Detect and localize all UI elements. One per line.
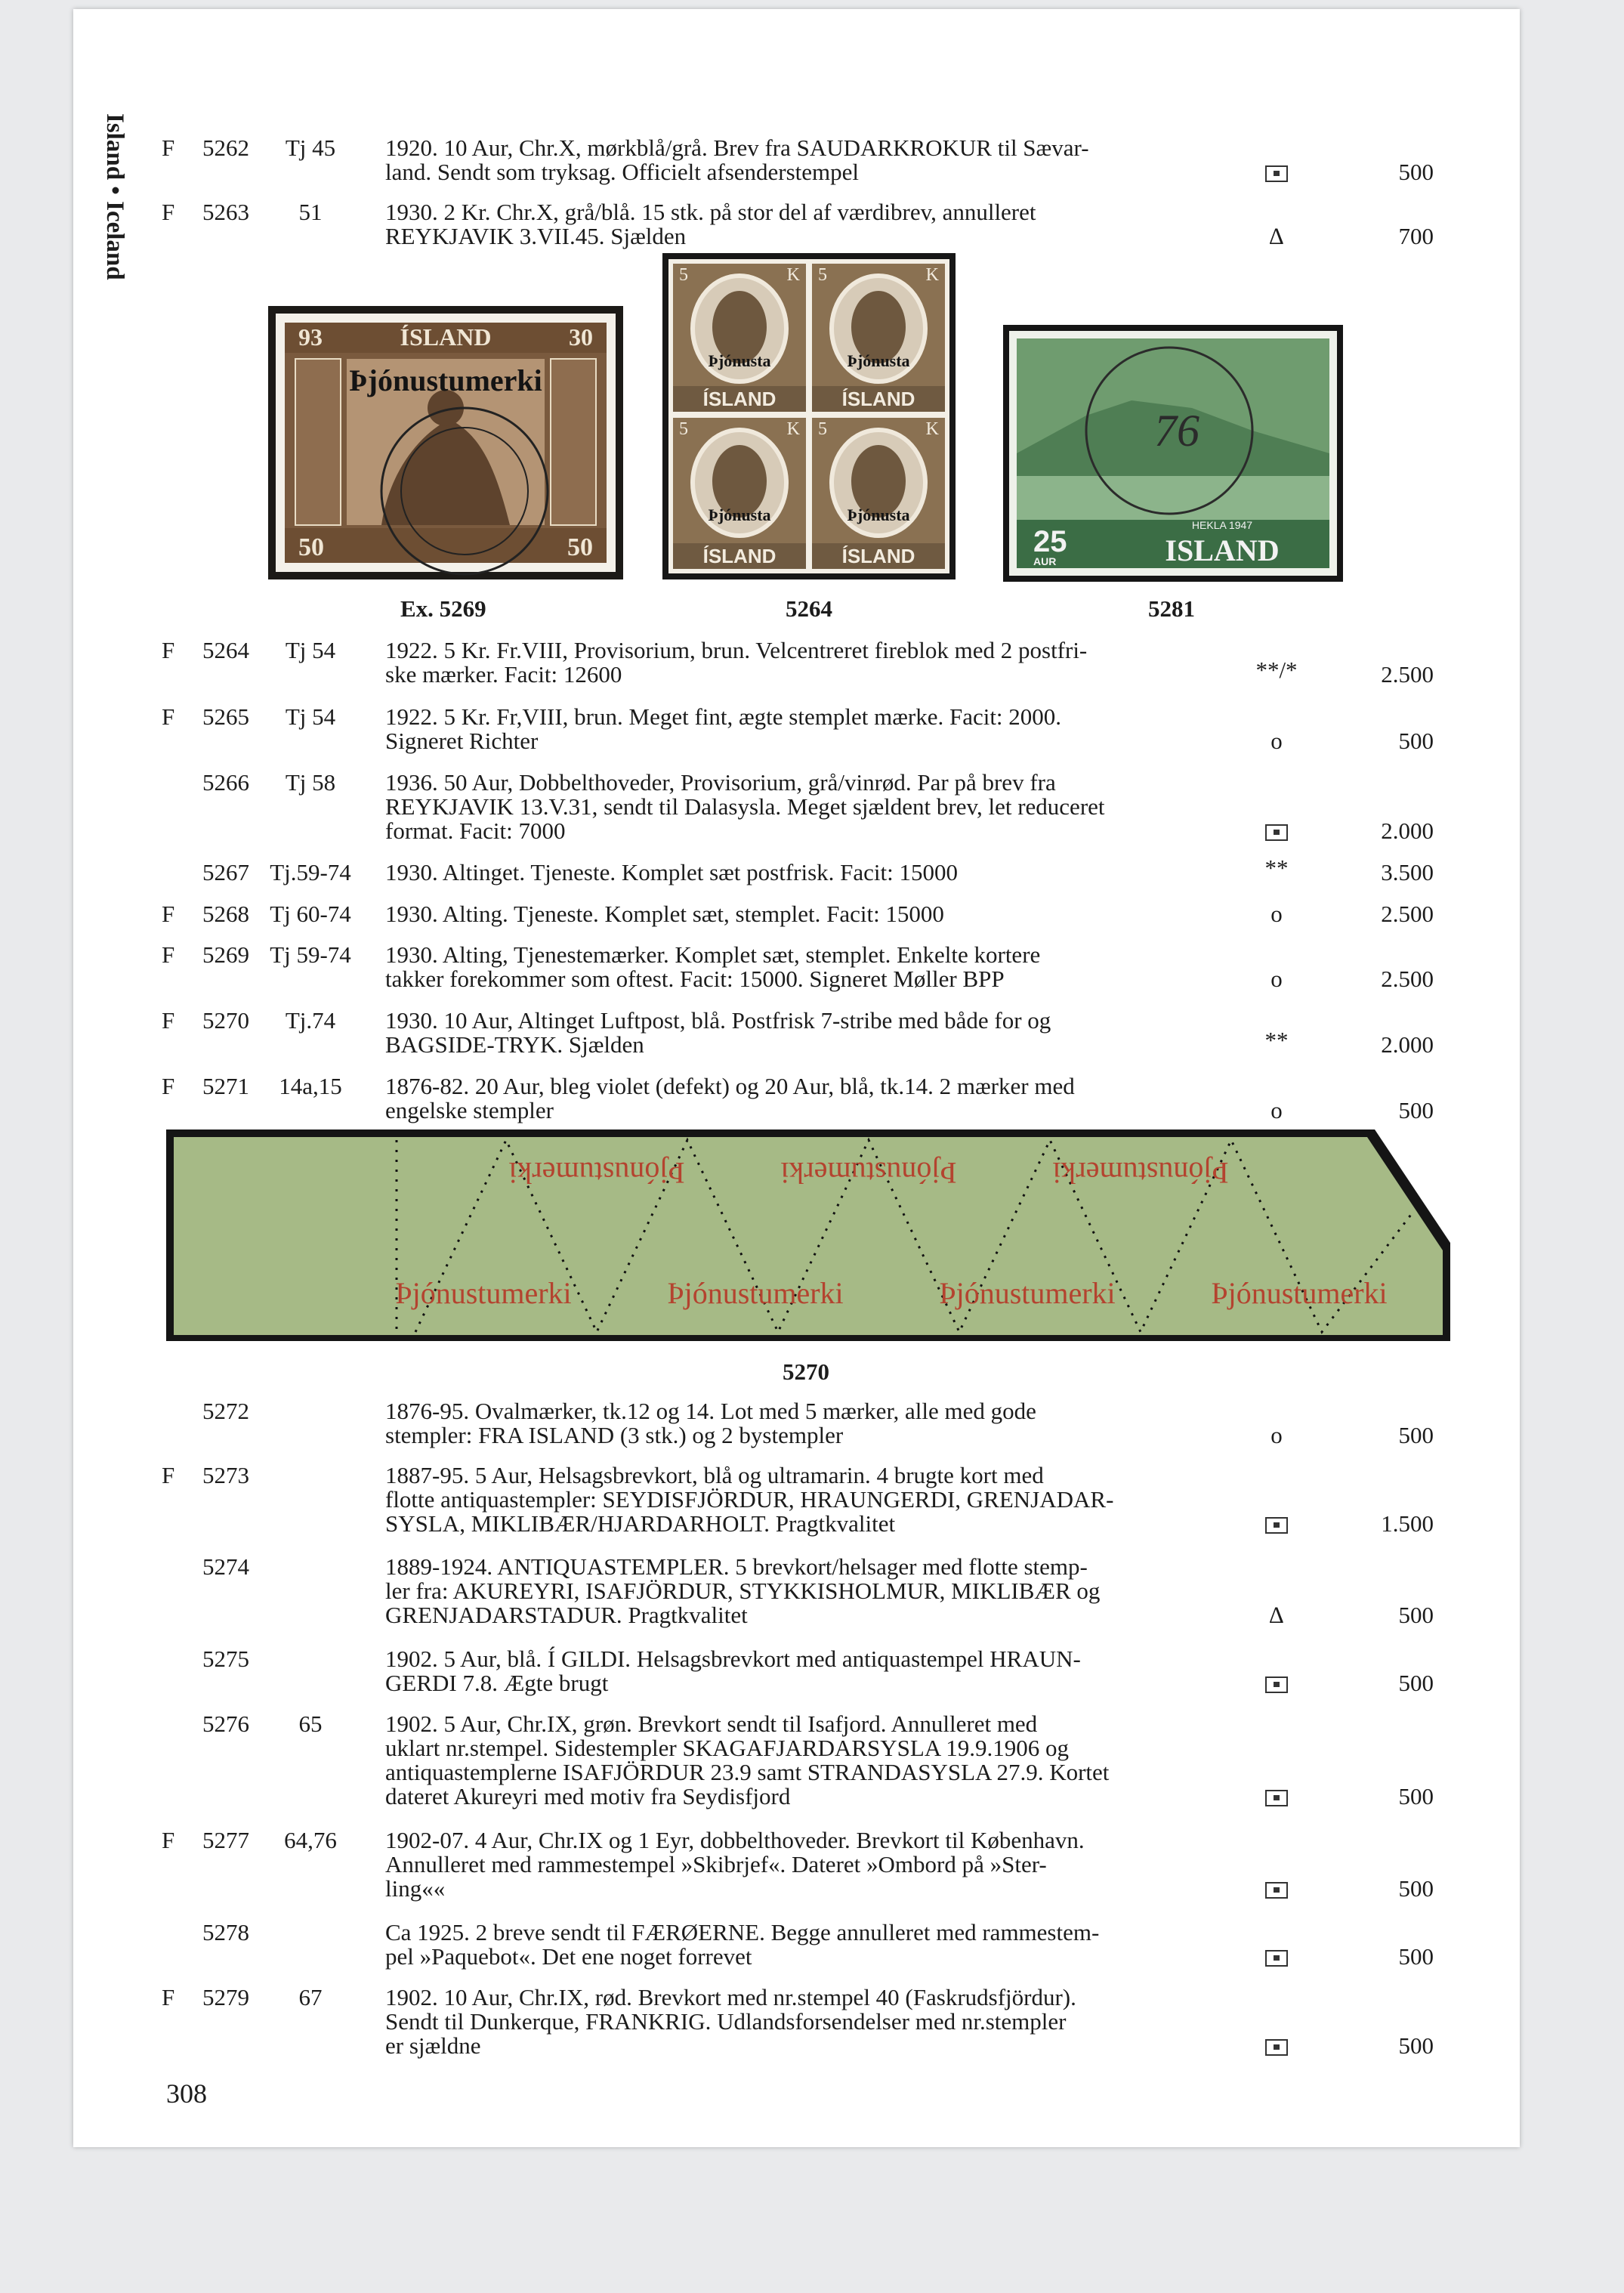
lot-price: 500 bbox=[1398, 1097, 1434, 1123]
catalog-number: Tj.59-74 bbox=[270, 859, 351, 885]
lot-number: 5272 bbox=[202, 1398, 249, 1424]
envelope-icon bbox=[1239, 1671, 1314, 1695]
lot-description: 1902-07. 4 Aur, Chr.IX og 1 Eyr, dobbelthoveder. Brevkort til København. Annulleret med rammestempel »Skibrjef«. Dateret »Ombord på »Ster- ling«« bbox=[385, 1827, 1085, 1902]
lot-number: 5267 bbox=[202, 859, 249, 885]
side-label: Island • Iceland bbox=[101, 113, 128, 280]
condition-mark: o bbox=[1270, 966, 1283, 992]
catalog-number: 67 bbox=[298, 1984, 323, 2010]
lot-description: 1922. 5 Kr. Fr.VIII, Provisorium, brun. Velcentreret fireblok med 2 postfri- ske mærker. Facit: 12600 bbox=[385, 637, 1088, 688]
postmark-number: 76 bbox=[1154, 406, 1199, 456]
lot-description: 1887-95. 5 Aur, Helsagsbrevkort, blå og ultramarin. 4 brugte kort med flotte antiquastempler: SEYDISFJÖRDUR, HRAUNGERDI, GRENJADAR- SYSLA, MIKLIBÆR/HJARDARHOLT. Pragtkvalitet bbox=[385, 1462, 1114, 1537]
lot-number: 5268 bbox=[202, 901, 249, 927]
stamp-5264-bottom-right bbox=[812, 418, 945, 569]
catalog-number: Tj 54 bbox=[285, 703, 336, 730]
catalog-number: Tj 58 bbox=[285, 769, 336, 796]
lot-number: 5269 bbox=[202, 941, 249, 968]
envelope-icon bbox=[1239, 1877, 1314, 1901]
lot-price: 2.000 bbox=[1381, 1031, 1434, 1058]
stamp-country: ÍSLAND bbox=[841, 545, 915, 567]
stamp-image-5281 bbox=[1003, 325, 1343, 582]
strip-overprint-3: Þjónustumerki bbox=[939, 1276, 1116, 1310]
stamp-unit: AUR bbox=[1033, 555, 1057, 567]
lot-marker: F bbox=[162, 1462, 175, 1488]
lot-number: 5278 bbox=[202, 1919, 249, 1945]
lot-marker: F bbox=[162, 703, 175, 730]
strip-overprint-2: Þjónustumerki bbox=[667, 1276, 844, 1310]
strip-overprint-4: Þjónustumerki bbox=[1211, 1276, 1388, 1310]
lot-price: 2.500 bbox=[1381, 661, 1434, 688]
stamp-value: 5 bbox=[818, 419, 827, 439]
catalog-number: Tj 54 bbox=[285, 637, 336, 663]
lot-number: 5264 bbox=[202, 637, 249, 663]
lot-description: 1936. 50 Aur, Dobbelthoveder, Provisorium, grå/vinrød. Par på brev fra REYKJAVIK 13.V.31, sendt til Dalasysla. Meget sjældent brev, let reduceret format. Facit: 7000 bbox=[385, 769, 1105, 844]
catalog-number: Tj 45 bbox=[285, 134, 336, 161]
envelope-icon bbox=[1239, 1512, 1314, 1536]
catalog-number: 51 bbox=[298, 199, 323, 225]
lot-marker: F bbox=[162, 134, 175, 161]
stamp-value-unit: K bbox=[786, 265, 800, 285]
lot-marker: F bbox=[162, 1073, 175, 1099]
stamp-overprint: Þjónusta bbox=[847, 505, 910, 524]
stamp-country: ÍSLAND bbox=[702, 388, 776, 410]
lot-price: 500 bbox=[1398, 159, 1434, 185]
stamp-overprint: Þjónusta bbox=[708, 505, 771, 524]
lot-description: 1902. 5 Aur, Chr.IX, grøn. Brevkort sendt til Isafjord. Annulleret med uklart nr.stempel. Sidestempler SKAGAFJARDARSYSLA 19.9.1906 og antiquastemplerne ISAFJÖRDUR 23.9 samt STRANDASYSLA 27.9. Kortet dateret Akureyri med motiv fra Seydisfjord bbox=[385, 1710, 1110, 1809]
condition-mark: ∆ bbox=[1269, 223, 1284, 249]
lot-price: 500 bbox=[1398, 1602, 1434, 1628]
catalog-number: 14a,15 bbox=[279, 1073, 342, 1099]
page-number: 308 bbox=[166, 2078, 207, 2109]
stamp-value: 25 bbox=[1033, 525, 1067, 558]
condition-mark: o bbox=[1270, 901, 1283, 927]
lot-number: 5266 bbox=[202, 769, 249, 796]
lot-price: 500 bbox=[1398, 1783, 1434, 1809]
catalog-number: Tj.74 bbox=[285, 1007, 336, 1034]
condition-mark: ** bbox=[1264, 1027, 1289, 1053]
stamp-value: 5 bbox=[818, 265, 827, 285]
stamp-value-bottom-left: 50 bbox=[298, 533, 324, 561]
lot-description: Ca 1925. 2 breve sendt til FÆRØERNE. Begge annulleret med rammestem- pel »Paquebot«. Det ene noget forrevet bbox=[385, 1919, 1100, 1970]
lot-marker: F bbox=[162, 1984, 175, 2010]
condition-mark: ** bbox=[1264, 854, 1289, 881]
stamp-value-unit: K bbox=[786, 419, 800, 439]
stamp-5264-top-right bbox=[812, 264, 945, 412]
lot-number: 5271 bbox=[202, 1073, 249, 1099]
stamp-5264-top-left bbox=[673, 264, 806, 412]
lot-number: 5270 bbox=[202, 1007, 249, 1034]
lot-description: 1922. 5 Kr. Fr,VIII, brun. Meget fint, ægte stemplet mærke. Facit: 2000. Signeret Richter bbox=[385, 703, 1062, 754]
lot-price: 1.500 bbox=[1381, 1510, 1434, 1537]
lot-description: 1930. Alting, Tjenestemærker. Komplet sæt, stemplet. Enkelte kortere takker forekommer som oftest. Facit: 15000. Signeret Møller BPP bbox=[385, 941, 1041, 992]
condition-mark: o bbox=[1270, 728, 1283, 754]
stamp-value-top: 93 bbox=[298, 323, 323, 351]
lot-description: 1889-1924. ANTIQUASTEMPLER. 5 brevkort/helsager med flotte stemp- ler fra: AKUREYRI, ISAFJÖRDUR, STYKKISHOLMUR, MIKLIBÆR og GRENJADARSTADUR. Pragtkvalitet bbox=[385, 1553, 1101, 1628]
catalog-number: 65 bbox=[298, 1710, 323, 1737]
lot-price: 500 bbox=[1398, 2032, 1434, 2059]
stamp-value-unit: K bbox=[925, 419, 939, 439]
stamp-image-5264 bbox=[662, 253, 956, 579]
condition-mark: **/* bbox=[1255, 657, 1298, 683]
lot-description: 1930. 2 Kr. Chr.X, grå/blå. 15 stk. på stor del af værdibrev, annulleret REYKJAVIK 3.VII.45. Sjælden bbox=[385, 199, 1036, 249]
stamp-strip-image-5270 bbox=[166, 1130, 1450, 1341]
lot-description: 1876-95. Ovalmærker, tk.12 og 14. Lot med 5 mærker, alle med gode stempler: FRA ISLAND (3 stk.) og 2 bystempler bbox=[385, 1398, 1036, 1448]
strip-overprint-inverted-3: Þjónustumerki bbox=[1052, 1156, 1229, 1190]
lot-number: 5274 bbox=[202, 1553, 249, 1580]
stamp-value-right: 30 bbox=[569, 323, 593, 351]
lot-marker: F bbox=[162, 637, 175, 663]
stamp-value-unit: K bbox=[925, 265, 939, 285]
envelope-icon bbox=[1239, 1945, 1314, 1969]
lot-number: 5275 bbox=[202, 1646, 249, 1672]
lot-price: 2.500 bbox=[1381, 966, 1434, 992]
lot-number: 5277 bbox=[202, 1827, 249, 1853]
condition-mark: ∆ bbox=[1269, 1602, 1284, 1628]
stamp-country: ISLAND bbox=[1165, 533, 1280, 567]
envelope-icon bbox=[1239, 1785, 1314, 1809]
lot-number: 5273 bbox=[202, 1462, 249, 1488]
condition-mark: o bbox=[1270, 1097, 1283, 1123]
stamp-overprint: Þjónustumerki bbox=[349, 363, 542, 397]
lot-number: 5276 bbox=[202, 1710, 249, 1737]
caption-5270: 5270 bbox=[783, 1358, 829, 1385]
lot-price: 2.000 bbox=[1381, 817, 1434, 844]
catalog-number: 64,76 bbox=[284, 1827, 337, 1853]
lot-description: 1920. 10 Aur, Chr.X, mørkblå/grå. Brev fra SAUDARKROKUR til Sævar- land. Sendt som tryksag. Officielt afsenderstempel bbox=[385, 134, 1089, 185]
stamp-caption: HEKLA 1947 bbox=[1191, 519, 1253, 531]
caption-ex-5269: Ex. 5269 bbox=[400, 595, 486, 622]
stamp-value-bottom-right: 50 bbox=[567, 533, 593, 561]
lot-description: 1876-82. 20 Aur, bleg violet (defekt) og 20 Aur, blå, tk.14. 2 mærker med engelske stempler bbox=[385, 1073, 1075, 1123]
stamp-overprint: Þjónusta bbox=[708, 351, 771, 370]
strip-overprint-inverted-2: Þjónustumerki bbox=[780, 1156, 957, 1190]
lot-description: 1930. Altinget. Tjeneste. Komplet sæt postfrisk. Facit: 15000 bbox=[385, 859, 959, 885]
lot-marker: F bbox=[162, 199, 175, 225]
stamp-value: 5 bbox=[679, 265, 688, 285]
lot-description: 1930. 10 Aur, Altinget Luftpost, blå. Postfrisk 7-stribe med både for og BAGSIDE-TRYK. Sjælden bbox=[385, 1007, 1051, 1058]
lot-marker: F bbox=[162, 1827, 175, 1853]
lot-price: 500 bbox=[1398, 1875, 1434, 1902]
stamp-5264-bottom-left bbox=[673, 418, 806, 569]
lot-marker: F bbox=[162, 941, 175, 968]
caption-5281: 5281 bbox=[1148, 595, 1195, 622]
lot-description: 1902. 5 Aur, blå. Í GILDI. Helsagsbrevkort med antiquastempel HRAUN- GERDI 7.8. Ægte brugt bbox=[385, 1646, 1081, 1696]
lot-price: 3.500 bbox=[1381, 859, 1434, 885]
stamp-country: ÍSLAND bbox=[841, 388, 915, 410]
envelope-icon bbox=[1239, 160, 1314, 184]
lot-marker: F bbox=[162, 1007, 175, 1034]
lot-number: 5262 bbox=[202, 134, 249, 161]
lot-price: 2.500 bbox=[1381, 901, 1434, 927]
lot-price: 500 bbox=[1398, 1422, 1434, 1448]
strip-overprint-inverted-1: Þjónustumerki bbox=[508, 1156, 685, 1190]
envelope-icon bbox=[1239, 2034, 1314, 2058]
lot-price: 700 bbox=[1398, 223, 1434, 249]
stamp-value: 5 bbox=[679, 419, 688, 439]
envelope-icon bbox=[1239, 819, 1314, 843]
lot-number: 5279 bbox=[202, 1984, 249, 2010]
lot-description: 1930. Alting. Tjeneste. Komplet sæt, stemplet. Facit: 15000 bbox=[385, 901, 944, 927]
catalog-number: Tj 59-74 bbox=[270, 941, 351, 968]
lot-marker: F bbox=[162, 901, 175, 927]
lot-price: 500 bbox=[1398, 1943, 1434, 1970]
lot-number: 5265 bbox=[202, 703, 249, 730]
lot-number: 5263 bbox=[202, 199, 249, 225]
condition-mark: o bbox=[1270, 1422, 1283, 1448]
strip-overprint-1: Þjónustumerki bbox=[395, 1276, 572, 1310]
stamp-overprint: Þjónusta bbox=[847, 351, 910, 370]
caption-5264: 5264 bbox=[786, 595, 832, 622]
stamp-image-5269 bbox=[268, 306, 623, 579]
lot-description: 1902. 10 Aur, Chr.IX, rød. Brevkort med nr.stempel 40 (Faskrudsfjördur). Sendt til Dunkerque, FRANKRIG. Udlandsforsendelser med nr.stempler er sjældne bbox=[385, 1984, 1076, 2059]
stamp-country: ÍSLAND bbox=[400, 323, 492, 351]
lot-price: 500 bbox=[1398, 1670, 1434, 1696]
lot-price: 500 bbox=[1398, 728, 1434, 754]
catalog-number: Tj 60-74 bbox=[270, 901, 351, 927]
stamp-country: ÍSLAND bbox=[702, 545, 776, 567]
